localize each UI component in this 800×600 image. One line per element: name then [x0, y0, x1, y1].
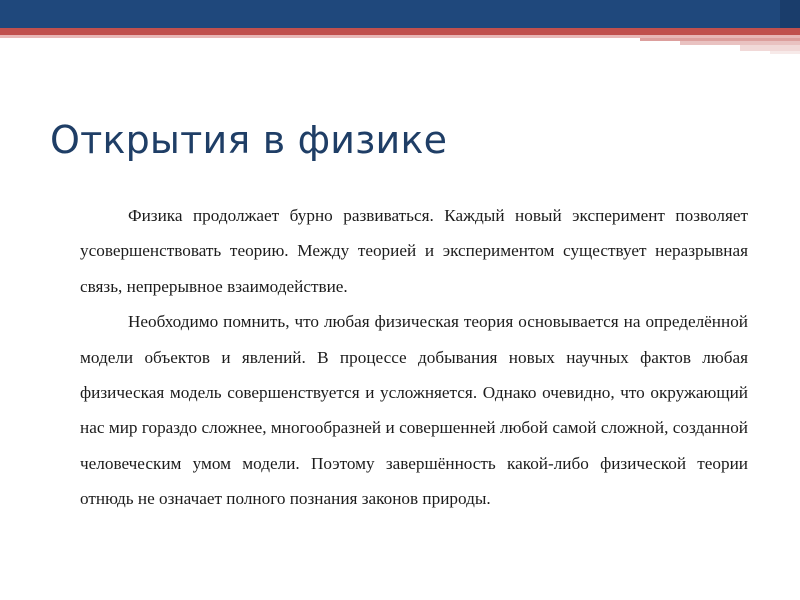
body-paragraph: Физика продолжает бурно развиваться. Каждый новый эксперимент позволяет усовершенствовать теорию. Между теорией и экспериментом существует неразрывная связь, непрерывное взаимодействие.	[80, 206, 748, 296]
header-navy-corner	[780, 0, 800, 28]
header-red-band	[0, 28, 800, 35]
header-navy-band	[0, 0, 800, 28]
body-paragraph: Необходимо помнить, что любая физическая теория основывается на определённой модели объектов и явлений. В процессе добывания новых научных фактов любая физическая модель совершенствуется и усложняется. Однако очевидно, что окружающий нас мир гораздо сложнее, многообразней и совершенней любой самой сложной, созданной человеческим умом модели. Поэтому завершённость какой-либо физической теории отнюдь не означает полного познания законов природы.	[80, 312, 748, 509]
slide-title: Открытия в физике	[50, 118, 448, 162]
header-corner-accent	[770, 51, 800, 54]
slide-body	[80, 198, 748, 517]
